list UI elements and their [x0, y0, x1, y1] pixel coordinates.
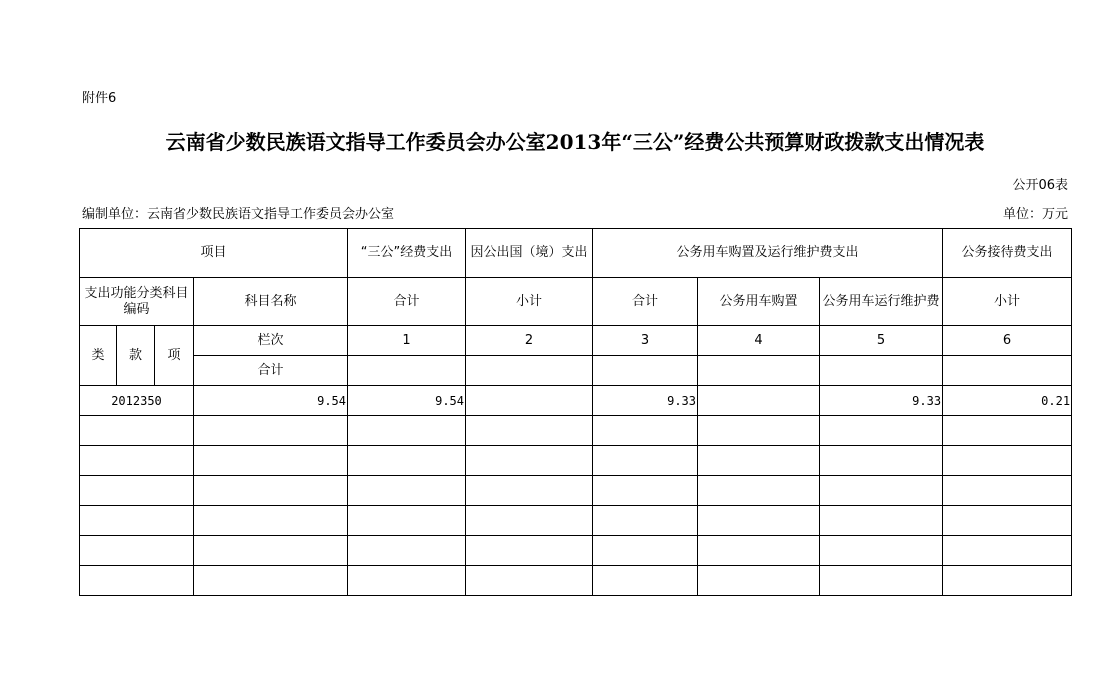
- header-reception: 公务接待费支出: [943, 229, 1072, 278]
- total-row: [80, 356, 1072, 386]
- table-cell: [820, 536, 943, 566]
- table-cell: [943, 446, 1072, 476]
- table-cell: [943, 476, 1072, 506]
- table-cell: [698, 356, 820, 386]
- table-cell: [943, 566, 1072, 596]
- row-vehicle-total: 9.33: [593, 386, 698, 416]
- header-reception-subtotal: 小计: [943, 278, 1072, 326]
- col-index-6: 6: [943, 326, 1072, 356]
- table-cell: [466, 476, 593, 506]
- table-cell: [593, 356, 698, 386]
- table-cell: [820, 566, 943, 596]
- header-lei: 类: [80, 326, 117, 386]
- table-row-empty: [80, 536, 1072, 566]
- header-total: 合计: [348, 278, 466, 326]
- header-vehicle-total: 合计: [593, 278, 698, 326]
- table-row: [80, 386, 1072, 416]
- table-cell: [194, 446, 348, 476]
- attachment-label: 附件6: [82, 91, 117, 106]
- row-vehicle-purchase: [698, 386, 820, 416]
- table-cell: [80, 446, 194, 476]
- table-row-empty: [80, 446, 1072, 476]
- table-cell: [820, 416, 943, 446]
- table-cell: [348, 416, 466, 446]
- table-cell: [820, 476, 943, 506]
- table-cell: [593, 536, 698, 566]
- table-cell: [466, 356, 593, 386]
- prepared-by: 编制单位：云南省少数民族语文指导工作委员会办公室: [82, 207, 395, 222]
- table-cell: [698, 416, 820, 446]
- table-cell: [820, 506, 943, 536]
- header-subtotal: 小计: [466, 278, 593, 326]
- col-index-3: 3: [593, 326, 698, 356]
- table-cell: [80, 506, 194, 536]
- table-cell: [194, 566, 348, 596]
- table-cell: [80, 416, 194, 446]
- table-cell: [593, 476, 698, 506]
- table-cell: [943, 416, 1072, 446]
- row-sangong: 9.54: [348, 386, 466, 416]
- column-index-row: [80, 326, 1072, 356]
- table-cell: [698, 536, 820, 566]
- header-lanci: 栏次: [194, 326, 348, 356]
- header-sangong: “三公”经费支出: [348, 229, 466, 278]
- header-vehicle: 公务用车购置及运行维护费支出: [593, 229, 943, 278]
- header-row-1: [80, 229, 1072, 278]
- header-abroad: 因公出国（境）支出: [466, 229, 593, 278]
- row-abroad: [466, 386, 593, 416]
- table-cell: [466, 536, 593, 566]
- table-cell: [348, 536, 466, 566]
- table-cell: [466, 566, 593, 596]
- header-func-code: 支出功能分类科目编码: [80, 278, 194, 326]
- table-cell: [194, 476, 348, 506]
- header-kuan: 款: [117, 326, 155, 386]
- col-index-4: 4: [698, 326, 820, 356]
- table-cell: [698, 476, 820, 506]
- table-cell: [194, 506, 348, 536]
- table-cell: [80, 476, 194, 506]
- unit-label: 单位：万元: [1002, 207, 1068, 222]
- table-cell: [194, 536, 348, 566]
- table-cell: [698, 566, 820, 596]
- table-cell: [593, 566, 698, 596]
- table-row-empty: [80, 506, 1072, 536]
- table-cell: [698, 506, 820, 536]
- table-row-empty: [80, 476, 1072, 506]
- page-title: 云南省少数民族语文指导工作委员会办公室2013年“三公”经费公共预算财政拨款支出情况表: [165, 130, 985, 154]
- header-item: 项目: [80, 229, 348, 278]
- header-row-2: [80, 278, 1072, 326]
- table-cell: [466, 416, 593, 446]
- table-cell: [80, 566, 194, 596]
- table-row-empty: [80, 566, 1072, 596]
- header-heji: 合计: [194, 356, 348, 386]
- header-vehicle-purchase: 公务用车购置: [698, 278, 820, 326]
- table-cell: [348, 356, 466, 386]
- table-cell: [593, 446, 698, 476]
- row-reception: 0.21: [943, 386, 1072, 416]
- table-cell: [593, 506, 698, 536]
- table-cell: [698, 446, 820, 476]
- header-subject-name: 科目名称: [194, 278, 348, 326]
- header-vehicle-maint: 公务用车运行维护费: [820, 278, 943, 326]
- table-cell: [194, 416, 348, 446]
- row-vehicle-maint: 9.33: [820, 386, 943, 416]
- table-cell: [593, 416, 698, 446]
- header-xiang: 项: [155, 326, 194, 386]
- table-cell: [466, 506, 593, 536]
- table-cell: [348, 566, 466, 596]
- table-cell: [943, 506, 1072, 536]
- col-index-1: 1: [348, 326, 466, 356]
- table-cell: [348, 476, 466, 506]
- table-cell: [348, 506, 466, 536]
- table-cell: [820, 356, 943, 386]
- table-row-empty: [80, 416, 1072, 446]
- table-cell: [820, 446, 943, 476]
- table-cell: [80, 536, 194, 566]
- table-cell: [943, 536, 1072, 566]
- row-code: 2012350: [80, 386, 194, 416]
- table-number: 公开06表: [1012, 178, 1068, 193]
- col-index-2: 2: [466, 326, 593, 356]
- table-cell: [943, 356, 1072, 386]
- table-cell: [466, 446, 593, 476]
- table-cell: [348, 446, 466, 476]
- expense-table: [79, 228, 1072, 596]
- col-index-5: 5: [820, 326, 943, 356]
- row-subject-value: 9.54: [194, 386, 348, 416]
